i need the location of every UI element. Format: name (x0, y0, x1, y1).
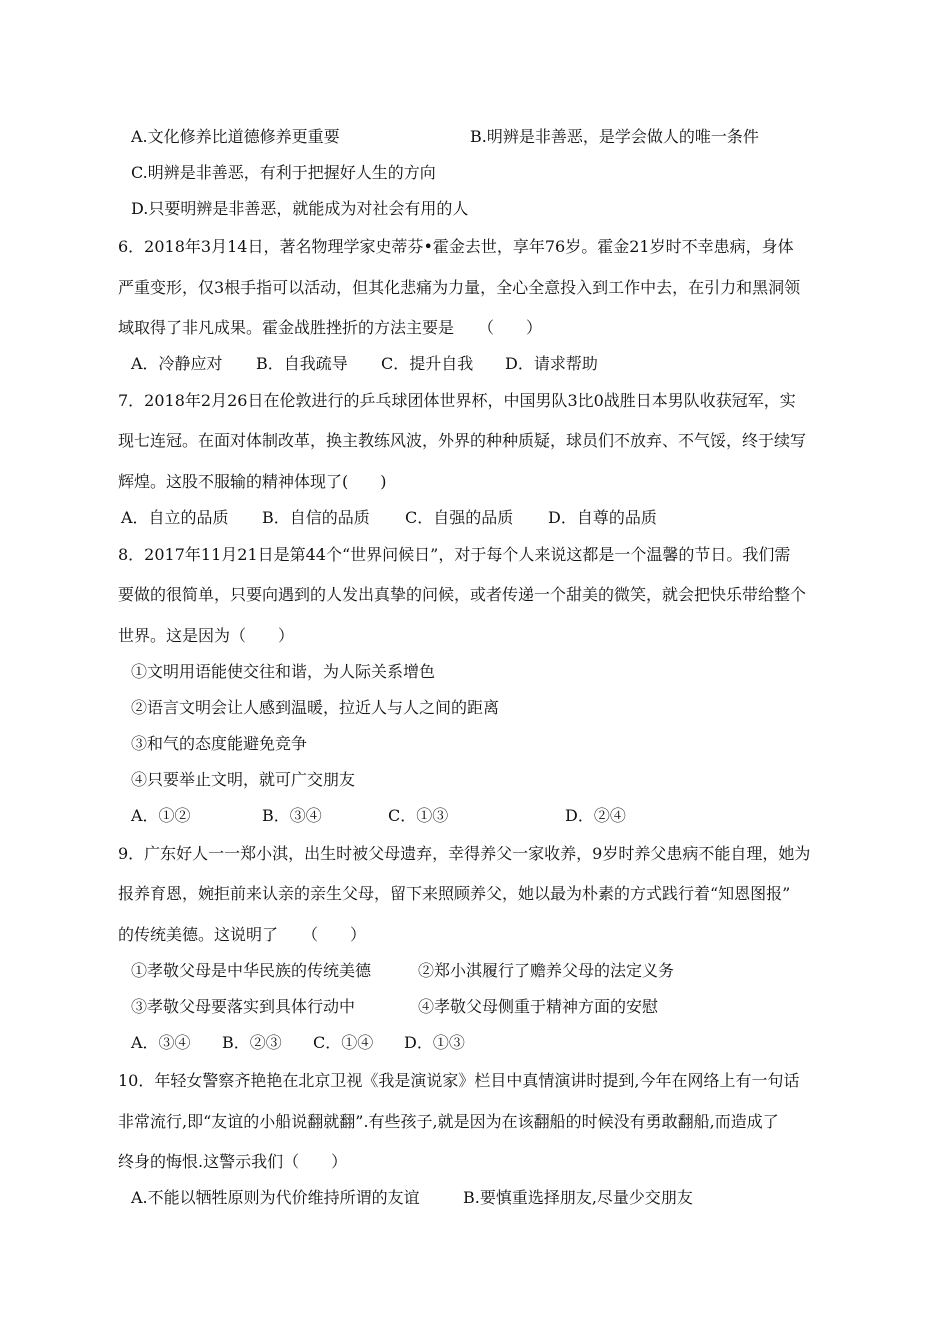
q6-stem-line3: 域取得了非凡成果。霍金战胜挫折的方法主要是 （ ） (118, 318, 543, 337)
q6-stem-line1: 6．2018年3月14日，著名物理学家史蒂芬•霍金去世，享年76岁。霍金21岁时不幸患病，身体 (118, 237, 794, 256)
q7-stem-line1: 7．2018年2月26日在伦敦进行的乒乓球团体世界杯，中国男队3比0战胜日本男队收获冠军，实 (118, 391, 796, 410)
q7-option-d: D．自尊的品质 (548, 508, 657, 527)
q8-option-b: B．③④ (262, 806, 322, 825)
q9-stem-line1: 9．广东好人一一郑小淇，出生时被父母遗弃，幸得养父一家收养，9岁时养父患病不能自理，她为 (118, 844, 811, 863)
q7-option-b: B．自信的品质 (262, 508, 370, 527)
q5-option-b: B.明辨是非善恶，是学会做人的唯一条件 (470, 127, 759, 146)
q8-statement-3: ③和气的态度能避免竞争 (131, 734, 308, 753)
q6-stem-line2: 严重变形，仅3根手指可以活动，但其化悲痛为力量，全心全意投入到工作中去，在引力和黑洞领 (118, 278, 801, 297)
q5-option-c: C.明辨是非善恶，有利于把握好人生的方向 (131, 163, 436, 182)
q9-statement-1: ①孝敬父母是中华民族的传统美德 (131, 961, 372, 980)
q8-statement-2: ②语言文明会让人感到温暖，拉近人与人之间的距离 (131, 698, 500, 717)
q8-statement-4: ④只要举止文明，就可广交朋友 (131, 770, 356, 789)
q9-stem-line3: 的传统美德。这说明了 （ ） (118, 925, 367, 944)
q5-option-d: D.只要明辨是非善恶，就能成为对社会有用的人 (131, 199, 469, 218)
q6-option-d: D．请求帮助 (505, 354, 598, 373)
q10-stem-line2: 非常流行,即“友谊的小船说翻就翻”.有些孩子,就是因为在该翻船的时候没有勇敢翻船,而造成了 (118, 1112, 779, 1131)
q9-option-b: B．②③ (222, 1033, 282, 1052)
q9-option-c: C．①④ (313, 1033, 374, 1052)
q7-stem-line3: 辉煌。这股不服输的精神体现了( ) (118, 472, 387, 491)
q7-option-c: C．自强的品质 (405, 508, 514, 527)
q8-stem-line2: 要做的很简单，只要向遇到的人发出真挚的问候，或者传递一个甜美的微笑，就会把快乐带给整个 (118, 585, 807, 604)
q10-stem-line3: 终身的悔恨.这警示我们（ ） (118, 1152, 348, 1171)
q7-option-a: A．自立的品质 (121, 508, 229, 527)
q9-statement-4: ④孝敬父母侧重于精神方面的安慰 (418, 997, 659, 1016)
q6-option-c: C．提升自我 (381, 354, 474, 373)
q10-option-b: B.要慎重选择朋友,尽量少交朋友 (463, 1188, 693, 1207)
q8-option-c: C．①③ (388, 806, 449, 825)
q9-stem-line2: 报养育恩，婉拒前来认亲的亲生父母，留下来照顾养父，她以最为朴素的方式践行着“知恩图报” (118, 884, 791, 903)
q8-stem-line3: 世界。这是因为（ ） (118, 626, 295, 645)
q5-option-a: A.文化修养比道德修养更重要 (131, 127, 340, 146)
q6-option-b: B．自我疏导 (256, 354, 348, 373)
q7-stem-line2: 现七连冠。在面对体制改革，换主教练风波，外界的种种质疑，球员们不放弃、不气馁，终于续写 (118, 431, 807, 450)
q6-option-a: A．冷静应对 (131, 354, 223, 373)
q9-option-d: D．①③ (404, 1033, 465, 1052)
q9-option-a: A．③④ (131, 1033, 191, 1052)
q10-option-a: A.不能以牺牲原则为代价维持所谓的友谊 (131, 1188, 420, 1207)
q10-stem-line1: 10．年轻女警察齐艳艳在北京卫视《我是演说家》栏目中真情演讲时提到,今年在网络上有一句话 (118, 1071, 800, 1090)
q8-stem-line1: 8．2017年11月21日是第44个“世界问候日”，对于每个人来说这都是一个温馨的节日。我们需 (118, 545, 791, 564)
q9-statement-2: ②郑小淇履行了赡养父母的法定义务 (418, 961, 675, 980)
q9-statement-3: ③孝敬父母要落实到具体行动中 (131, 997, 356, 1016)
q8-option-d: D．②④ (565, 806, 626, 825)
q8-option-a: A．①② (131, 806, 191, 825)
q8-statement-1: ①文明用语能使交往和谐，为人际关系增色 (131, 662, 436, 681)
